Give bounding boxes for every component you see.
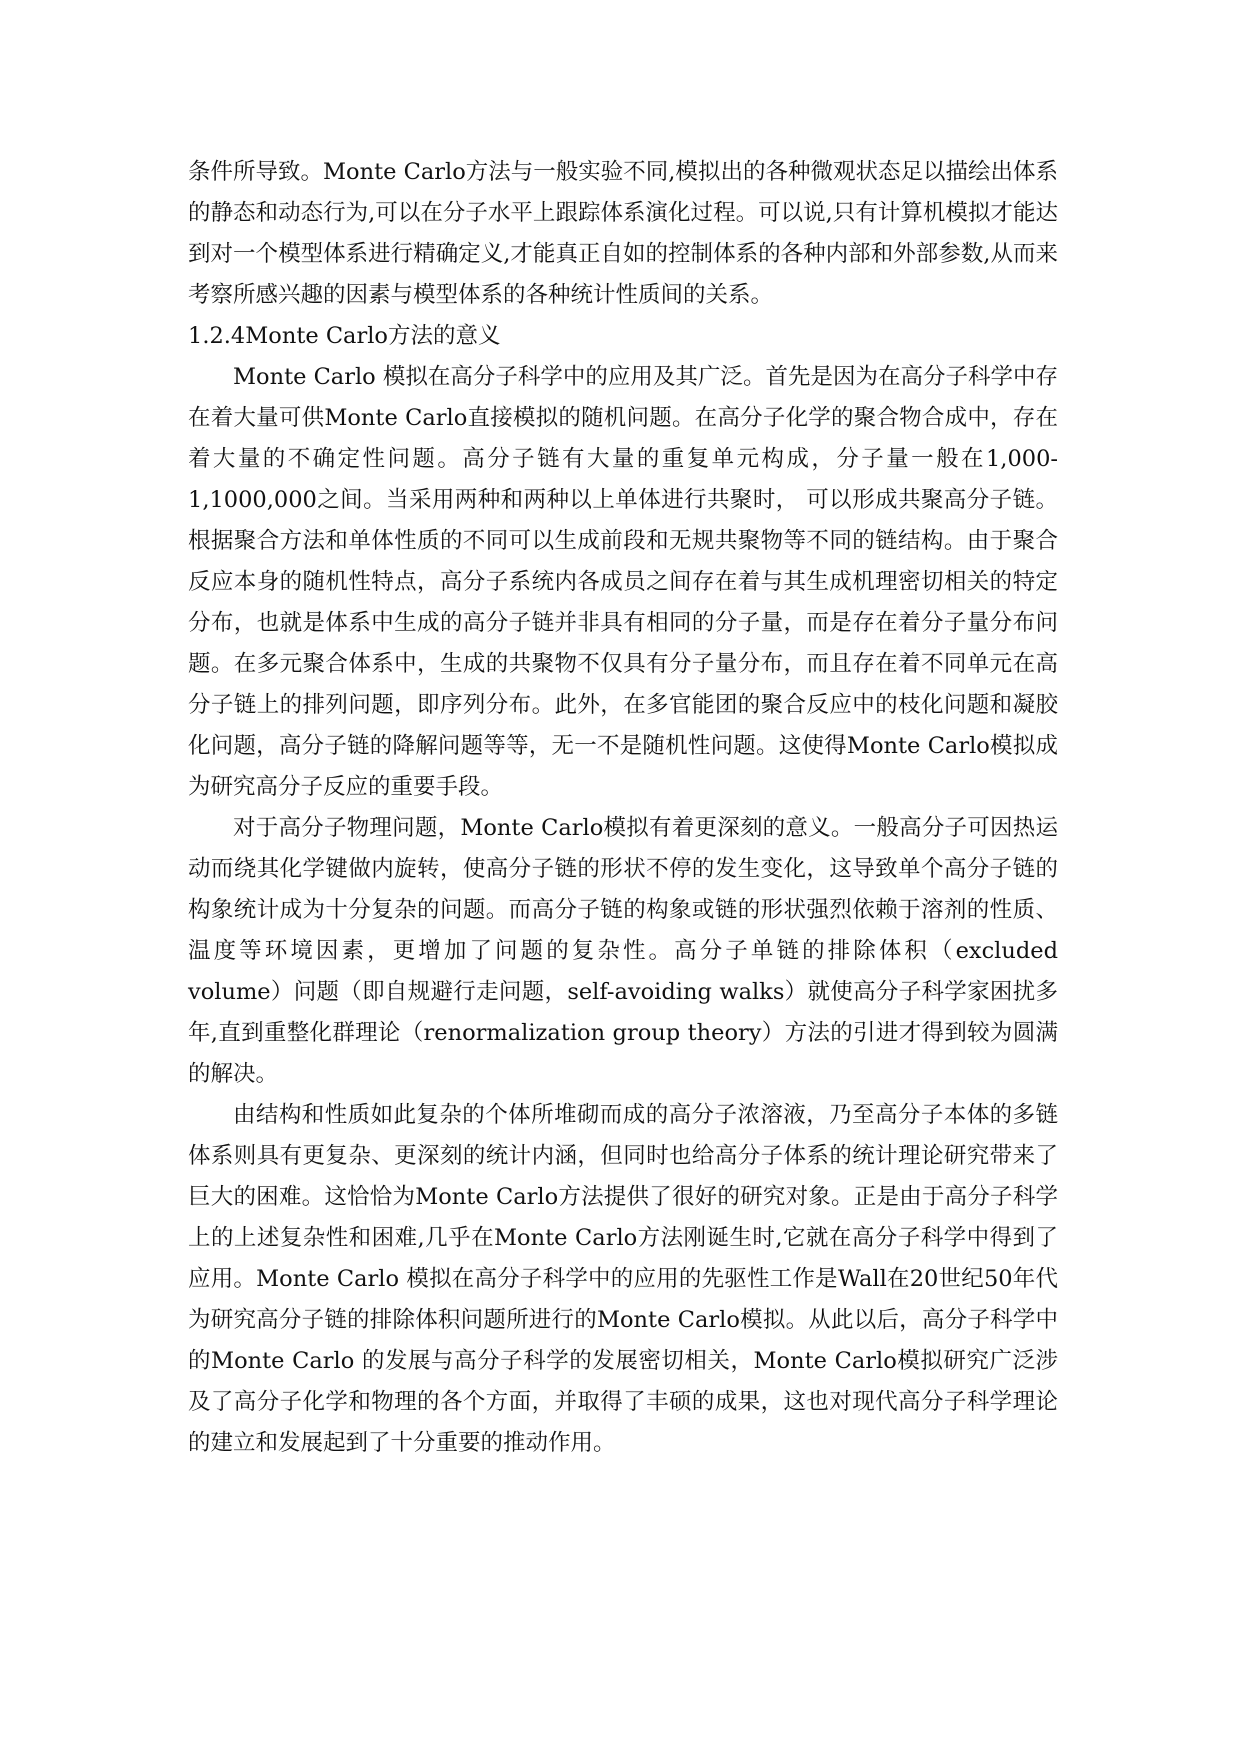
paragraph-1: Monte Carlo 模拟在高分子科学中的应用及其广泛。首先是因为在高分子科学中存在着大量可供Monte Carlo直接模拟的随机问题。在高分子化学的聚合物合成中，存在着大量的不确定性问题。高分子链有大量的重复单元构成，分子量一般在1,000-1,1000,000之间。当采用两种和两种以上单体进行共聚时， 可以形成共聚高分子链。根据聚合方法和单体性质的不同可以生成前段和无规共聚物等不同的链结构。由于聚合反应本身的随机性特点，高分子系统内各成员之间存在着与其生成机理密切相关的特定分布，也就是体系中生成的高分子链并非具有相同的分子量，而是存在着分子量分布问题。在多元聚合体系中，生成的共聚物不仅具有分子量分布，而且存在着不同单元在高分子链上的排列问题，即序列分布。此外，在多官能团的聚合反应中的枝化问题和凝胶化问题，高分子链的降解问题等等，无一不是随机性问题。这使得Monte Carlo模拟成为研究高分子反应的重要手段。: [188, 364, 1058, 800]
section-heading: 1.2.4Monte Carlo方法的意义: [188, 323, 501, 349]
paragraph-2: 对于高分子物理问题，Monte Carlo模拟有着更深刻的意义。一般高分子可因热运动而绕其化学键做内旋转，使高分子链的形状不停的发生变化，这导致单个高分子链的构象统计成为十分复杂的问题。而高分子链的构象或链的形状强烈依赖于溶剂的性质、温度等环境因素，更增加了问题的复杂性。高分子单链的排除体积（excluded volume）问题（即自规避行走问题，self-avoiding walks）就使高分子科学家困扰多年,直到重整化群理论（renormalization group theory）方法的引进才得到较为圆满的解决。: [188, 815, 1058, 1087]
continued-paragraph: 条件所导致。Monte Carlo方法与一般实验不同,模拟出的各种微观状态足以描绘出体系的静态和动态行为,可以在分子水平上跟踪体系演化过程。可以说,只有计算机模拟才能达到对一个模型体系进行精确定义,才能真正自如的控制体系的各种内部和外部参数,从而来考察所感兴趣的因素与模型体系的各种统计性质间的关系。: [188, 159, 1058, 308]
document-body: [188, 152, 1058, 1464]
paragraph-3: 由结构和性质如此复杂的个体所堆砌而成的高分子浓溶液，乃至高分子本体的多链体系则具有更复杂、更深刻的统计内涵，但同时也给高分子体系的统计理论研究带来了巨大的困难。这恰恰为Monte Carlo方法提供了很好的研究对象。正是由于高分子科学上的上述复杂性和困难,几乎在Monte Carlo方法刚诞生时,它就在高分子科学中得到了应用。Monte Carlo 模拟在高分子科学中的应用的先驱性工作是Wall在20世纪50年代为研究高分子链的排除体积问题所进行的Monte Carlo模拟。从此以后，高分子科学中的Monte Carlo 的发展与高分子科学的发展密切相关，Monte Carlo模拟研究广泛涉及了高分子化学和物理的各个方面，并取得了丰硕的成果，这也对现代高分子科学理论的建立和发展起到了十分重要的推动作用。: [188, 1102, 1058, 1456]
